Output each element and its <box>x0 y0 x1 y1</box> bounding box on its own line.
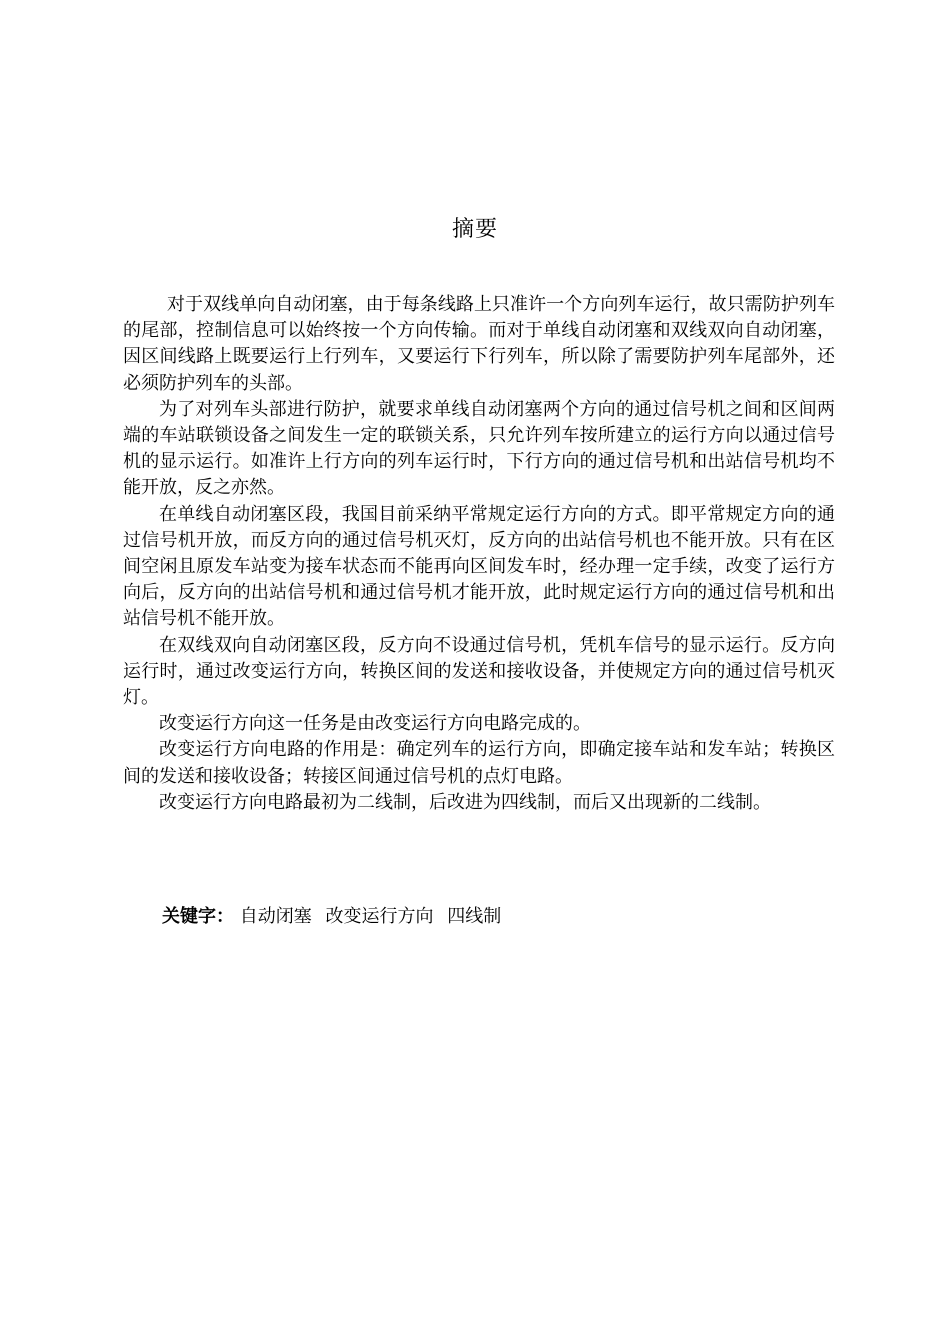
keywords-label: 关键字： <box>162 906 234 927</box>
paragraph: 改变运行方向电路最初为二线制，后改进为四线制，而后又出现新的二线制。 <box>159 791 771 813</box>
abstract-body <box>123 292 835 816</box>
paragraph: 在双线双向自动闭塞区段，反方向不设通过信号机，凭机车信号的显示运行。反方向运行时，通过改变运行方向，转换区间的发送和接收设备，并使规定方向的通过信号机灭灯。 <box>123 634 835 709</box>
page-title: 摘要 <box>451 217 498 242</box>
keyword: 自动闭塞 <box>239 906 312 927</box>
keyword: 改变运行方向 <box>325 906 434 927</box>
paragraph: 改变运行方向电路的作用是：确定列车的运行方向，即确定接车站和发车站；转换区间的发送和接收设备；转接区间通过信号机的点灯电路。 <box>123 739 835 787</box>
paragraph: 在单线自动闭塞区段，我国目前采纳平常规定运行方向的方式。即平常规定方向的通过信号机开放，而反方向的通过信号机灭灯，反方向的出站信号机也不能开放。只有在区间空闲且原发车站变为接车状态而不能再向区间发车时，经办理一定手续，改变了运行方向后，反方向的出站信号机和通过信号机才能开放，此时规定运行方向的通过信号机和出站信号机不能开放。 <box>123 503 835 630</box>
keyword: 四线制 <box>447 906 502 927</box>
paragraph: 改变运行方向这一任务是由改变运行方向电路完成的。 <box>159 713 591 735</box>
keywords-line <box>162 902 509 928</box>
paragraph: 为了对列车头部进行防护，就要求单线自动闭塞两个方向的通过信号机之间和区间两端的车站联锁设备之间发生一定的联锁关系，只允许列车按所建立的运行方向以通过信号机的显示运行。如准许上行方向的列车运行时，下行方向的通过信号机和出站信号机均不能开放，反之亦然。 <box>123 398 835 499</box>
paragraph: 对于双线单向自动闭塞，由于每条线路上只准许一个方向列车运行，故只需防护列车的尾部，控制信息可以始终按一个方向传输。而对于单线自动闭塞和双线双向自动闭塞，因区间线路上既要运行上行列车，又要运行下行列车，所以除了需要防护列车尾部外，还必须防护列车的头部。 <box>123 294 835 394</box>
